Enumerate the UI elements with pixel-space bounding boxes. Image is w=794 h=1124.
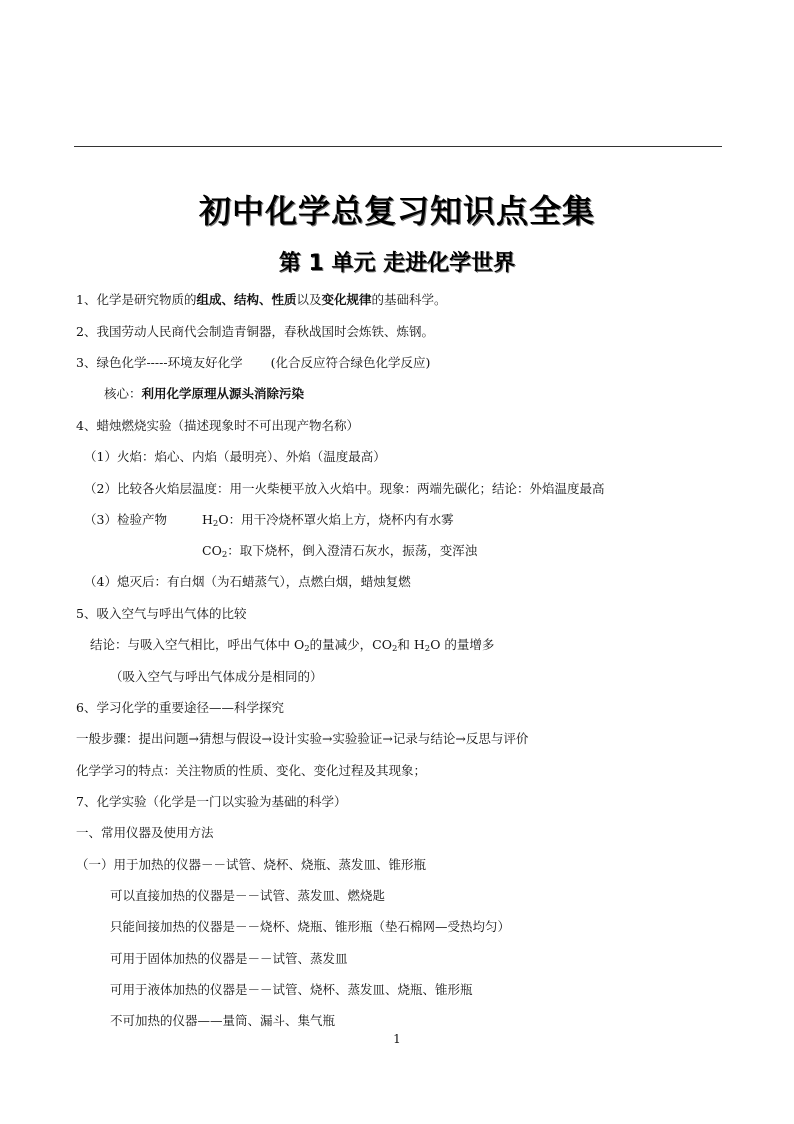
direct-heating: 可以直接加热的仪器是－－试管、蒸发皿、燃烧匙 [110, 888, 386, 903]
core-bold: 利用化学原理从源头消除污染 [141, 386, 305, 401]
core-line [104, 386, 304, 402]
item-3-note: (化合反应符合绿色化学反应) [270, 355, 431, 370]
item-3-text: 3、绿色化学-----环境友好化学 [76, 355, 243, 370]
item-6: 6、学习化学的重要途径——科学探究 [76, 700, 284, 715]
item-4-3-h2o [202, 512, 454, 528]
h2o-rest: O：用干冷烧杯罩火焰上方，烧杯内有水雾 [218, 512, 454, 527]
conc-c-sub: 2 [424, 644, 431, 654]
page-number: 1 [393, 1032, 401, 1046]
item-4-4: （4）熄灭后：有白烟（为石蜡蒸气），点燃白烟，蜡烛复燃 [84, 574, 411, 589]
core-label: 核心： [104, 386, 142, 401]
indirect-heating: 只能间接加热的仪器是－－烧杯、烧瓶、锥形瓶（垫石棉网—受热均匀） [110, 919, 511, 934]
item-1-post: 的基础科学。 [371, 292, 447, 307]
header-rule [74, 146, 722, 147]
solid-heating: 可用于固体加热的仪器是－－试管、蒸发皿 [110, 951, 348, 966]
conc-c: 和 H [397, 637, 425, 652]
item-4-3-a: （3）检验产物 [84, 512, 167, 527]
page-title: 初中化学总复习知识点全集 [198, 192, 595, 230]
conc-a-sub: 2 [304, 644, 310, 654]
item-5-conclusion [90, 637, 494, 653]
item-3 [76, 355, 430, 371]
item-2: 2、我国劳动人民商代会制造青铜器，春秋战国时会炼铁、炼钢。 [76, 324, 434, 339]
item-1-bold-2: 变化规律 [321, 292, 372, 307]
conc-b: 的量减少，CO [309, 637, 392, 652]
non-heating: 不可加热的仪器——量筒、漏斗、集气瓶 [110, 1013, 336, 1028]
co2-co: CO [202, 543, 222, 558]
conc-d: O 的量增多 [430, 637, 495, 652]
section-1-1: （一）用于加热的仪器－－试管、烧杯、烧瓶、蒸发皿、锥形瓶 [76, 857, 427, 872]
h2o-sub: 2 [212, 519, 219, 529]
co2-rest: ：取下烧杯，倒入澄清石灰水，振荡，变浑浊 [227, 543, 478, 558]
item-5-note: （吸入空气与呼出气体成分是相同的） [110, 669, 323, 684]
item-1 [76, 292, 447, 308]
liquid-heating: 可用于液体加热的仪器是－－试管、烧杯、蒸发皿、烧瓶、锥形瓶 [110, 982, 473, 997]
item-1-mid: 以及 [296, 292, 322, 307]
conc-b-sub: 2 [391, 644, 398, 654]
item-1-pre: 1、化学是研究物质的 [76, 292, 197, 307]
item-1-bold-1: 组成、结构、性质 [196, 292, 297, 307]
item-7: 7、化学实验（化学是一门以实验为基础的科学） [76, 794, 347, 809]
conc-a: 结论：与吸入空气相比，呼出气体中 O [90, 637, 305, 652]
item-4-1: （1）火焰：焰心、内焰（最明亮）、外焰（温度最高） [84, 449, 386, 464]
item-4-3-co2 [202, 543, 477, 559]
section-1: 一、常用仪器及使用方法 [76, 825, 214, 840]
item-4: 4、蜡烛燃烧实验（描述现象时不可出现产物名称） [76, 418, 359, 433]
item-6-features: 化学学习的特点：关注物质的性质、变化、变化过程及其现象； [76, 763, 427, 778]
unit-title: 第 1 单元 走进化学世界 [278, 251, 516, 276]
item-6-steps: 一般步骤：提出问题→猜想与假设→设计实验→实验验证→记录与结论→反思与评价 [76, 731, 529, 746]
h2o-h: H [202, 512, 213, 527]
co2-sub: 2 [221, 550, 228, 560]
item-4-2: （2）比较各火焰层温度：用一火柴梗平放入火焰中。现象：两端先碳化；结论：外焰温度最高 [84, 481, 605, 496]
item-5: 5、吸入空气与呼出气体的比较 [76, 606, 247, 621]
